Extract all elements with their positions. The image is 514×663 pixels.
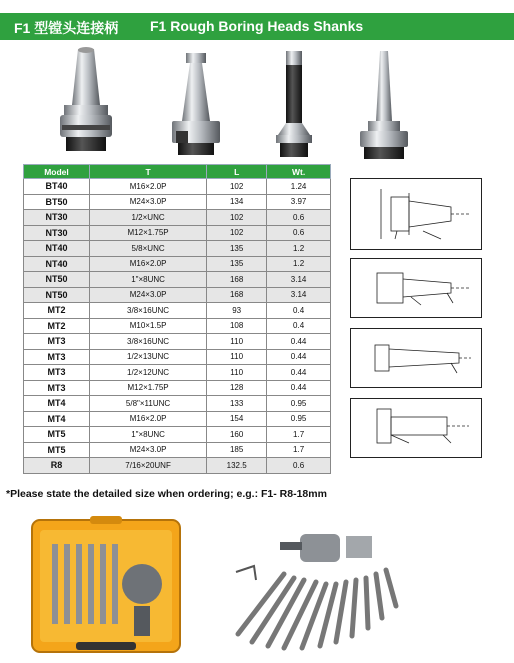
cell-t: 3/8×16UNC	[89, 303, 206, 319]
cell-wt: 3.14	[267, 287, 331, 303]
cell-l: 132.5	[207, 458, 267, 474]
table-row	[24, 272, 331, 288]
bottom-photos	[30, 514, 490, 660]
cell-model: MT5	[24, 427, 90, 443]
cell-t: 5/8"×11UNC	[89, 396, 206, 412]
cell-t: M16×2.0P	[89, 179, 206, 195]
cell-t: M24×3.0P	[89, 194, 206, 210]
table-row	[24, 225, 331, 241]
tool-case-photo	[32, 516, 180, 652]
col-l: L	[207, 165, 267, 179]
shank-photos	[40, 45, 460, 163]
shank-photo-mt	[360, 51, 408, 159]
cell-model: MT3	[24, 365, 90, 381]
cell-wt: 0.4	[267, 318, 331, 334]
table-row	[24, 210, 331, 226]
table-row	[24, 458, 331, 474]
cell-wt: 0.6	[267, 225, 331, 241]
table-row	[24, 411, 331, 427]
cell-model: MT3	[24, 380, 90, 396]
cell-wt: 0.44	[267, 349, 331, 365]
cell-wt: 3.14	[267, 272, 331, 288]
table-row	[24, 365, 331, 381]
cell-model: MT5	[24, 442, 90, 458]
cell-model: MT3	[24, 349, 90, 365]
cell-wt: 0.44	[267, 334, 331, 350]
cell-model: NT30	[24, 210, 90, 226]
cell-l: 168	[207, 272, 267, 288]
cell-l: 93	[207, 303, 267, 319]
cell-model: NT50	[24, 287, 90, 303]
cell-l: 110	[207, 365, 267, 381]
cell-wt: 1.2	[267, 241, 331, 257]
cell-t: 7/16×20UNF	[89, 458, 206, 474]
cell-model: MT4	[24, 396, 90, 412]
col-t: T	[89, 165, 206, 179]
technical-drawing	[350, 178, 482, 250]
cell-model: NT40	[24, 256, 90, 272]
cell-l: 102	[207, 179, 267, 195]
cell-l: 185	[207, 442, 267, 458]
shank-photo-nt	[172, 53, 220, 155]
cell-model: MT4	[24, 411, 90, 427]
cell-t: M24×3.0P	[89, 442, 206, 458]
cell-l: 110	[207, 334, 267, 350]
col-model: Model	[24, 165, 90, 179]
cell-wt: 0.44	[267, 380, 331, 396]
table-row	[24, 396, 331, 412]
cell-l: 160	[207, 427, 267, 443]
table-row	[24, 318, 331, 334]
cell-t: M12×1.75P	[89, 380, 206, 396]
spec-table	[23, 164, 331, 474]
cell-model: BT50	[24, 194, 90, 210]
cell-t: M12×1.75P	[89, 225, 206, 241]
cell-t: M16×2.0P	[89, 411, 206, 427]
cell-t: 5/8×UNC	[89, 241, 206, 257]
cell-wt: 1.7	[267, 442, 331, 458]
cell-l: 102	[207, 210, 267, 226]
table-row	[24, 287, 331, 303]
cell-l: 135	[207, 256, 267, 272]
cell-t: M24×3.0P	[89, 287, 206, 303]
cell-t: 3/8×16UNC	[89, 334, 206, 350]
cell-l: 133	[207, 396, 267, 412]
col-wt: Wt.	[267, 165, 331, 179]
cell-wt: 1.2	[267, 256, 331, 272]
cell-t: 1/2×12UNC	[89, 365, 206, 381]
cell-t: M16×2.0P	[89, 256, 206, 272]
cell-model: BT40	[24, 179, 90, 195]
cell-model: NT30	[24, 225, 90, 241]
cell-t: 1/2×UNC	[89, 210, 206, 226]
cell-wt: 0.44	[267, 365, 331, 381]
cell-wt: 3.97	[267, 194, 331, 210]
cell-l: 128	[207, 380, 267, 396]
table-row	[24, 256, 331, 272]
cell-wt: 0.6	[267, 458, 331, 474]
table-row	[24, 349, 331, 365]
cell-t: 1"×8UNC	[89, 427, 206, 443]
cell-l: 135	[207, 241, 267, 257]
cell-l: 134	[207, 194, 267, 210]
boring-bars-photo	[236, 534, 396, 648]
cell-wt: 0.4	[267, 303, 331, 319]
cell-l: 108	[207, 318, 267, 334]
title-english: F1 Rough Boring Heads Shanks	[150, 18, 364, 34]
title-chinese: F1 型镗头连接柄	[14, 20, 119, 36]
table-row	[24, 334, 331, 350]
cell-model: MT2	[24, 318, 90, 334]
cell-model: MT2	[24, 303, 90, 319]
technical-drawing	[350, 258, 482, 318]
cell-wt: 1.7	[267, 427, 331, 443]
cell-wt: 0.6	[267, 210, 331, 226]
cell-t: 1"×8UNC	[89, 272, 206, 288]
cell-l: 168	[207, 287, 267, 303]
cell-wt: 0.95	[267, 396, 331, 412]
table-row	[24, 427, 331, 443]
technical-drawing	[350, 398, 482, 458]
cell-l: 154	[207, 411, 267, 427]
cell-model: MT3	[24, 334, 90, 350]
table-row	[24, 179, 331, 195]
cell-model: NT40	[24, 241, 90, 257]
shank-photo-bt	[60, 47, 112, 151]
cell-t: M10×1.5P	[89, 318, 206, 334]
table-row	[24, 303, 331, 319]
table-row	[24, 380, 331, 396]
cell-model: R8	[24, 458, 90, 474]
table-row	[24, 241, 331, 257]
cell-l: 110	[207, 349, 267, 365]
table-row	[24, 442, 331, 458]
cell-wt: 1.24	[267, 179, 331, 195]
shank-photo-r8	[276, 51, 312, 157]
ordering-note: *Please state the detailed size when ordering; e.g.: F1- R8-18mm	[6, 488, 327, 500]
table-row	[24, 194, 331, 210]
cell-t: 1/2×13UNC	[89, 349, 206, 365]
technical-drawing	[350, 328, 482, 388]
cell-l: 102	[207, 225, 267, 241]
header-bar	[0, 13, 514, 40]
cell-model: NT50	[24, 272, 90, 288]
cell-wt: 0.95	[267, 411, 331, 427]
